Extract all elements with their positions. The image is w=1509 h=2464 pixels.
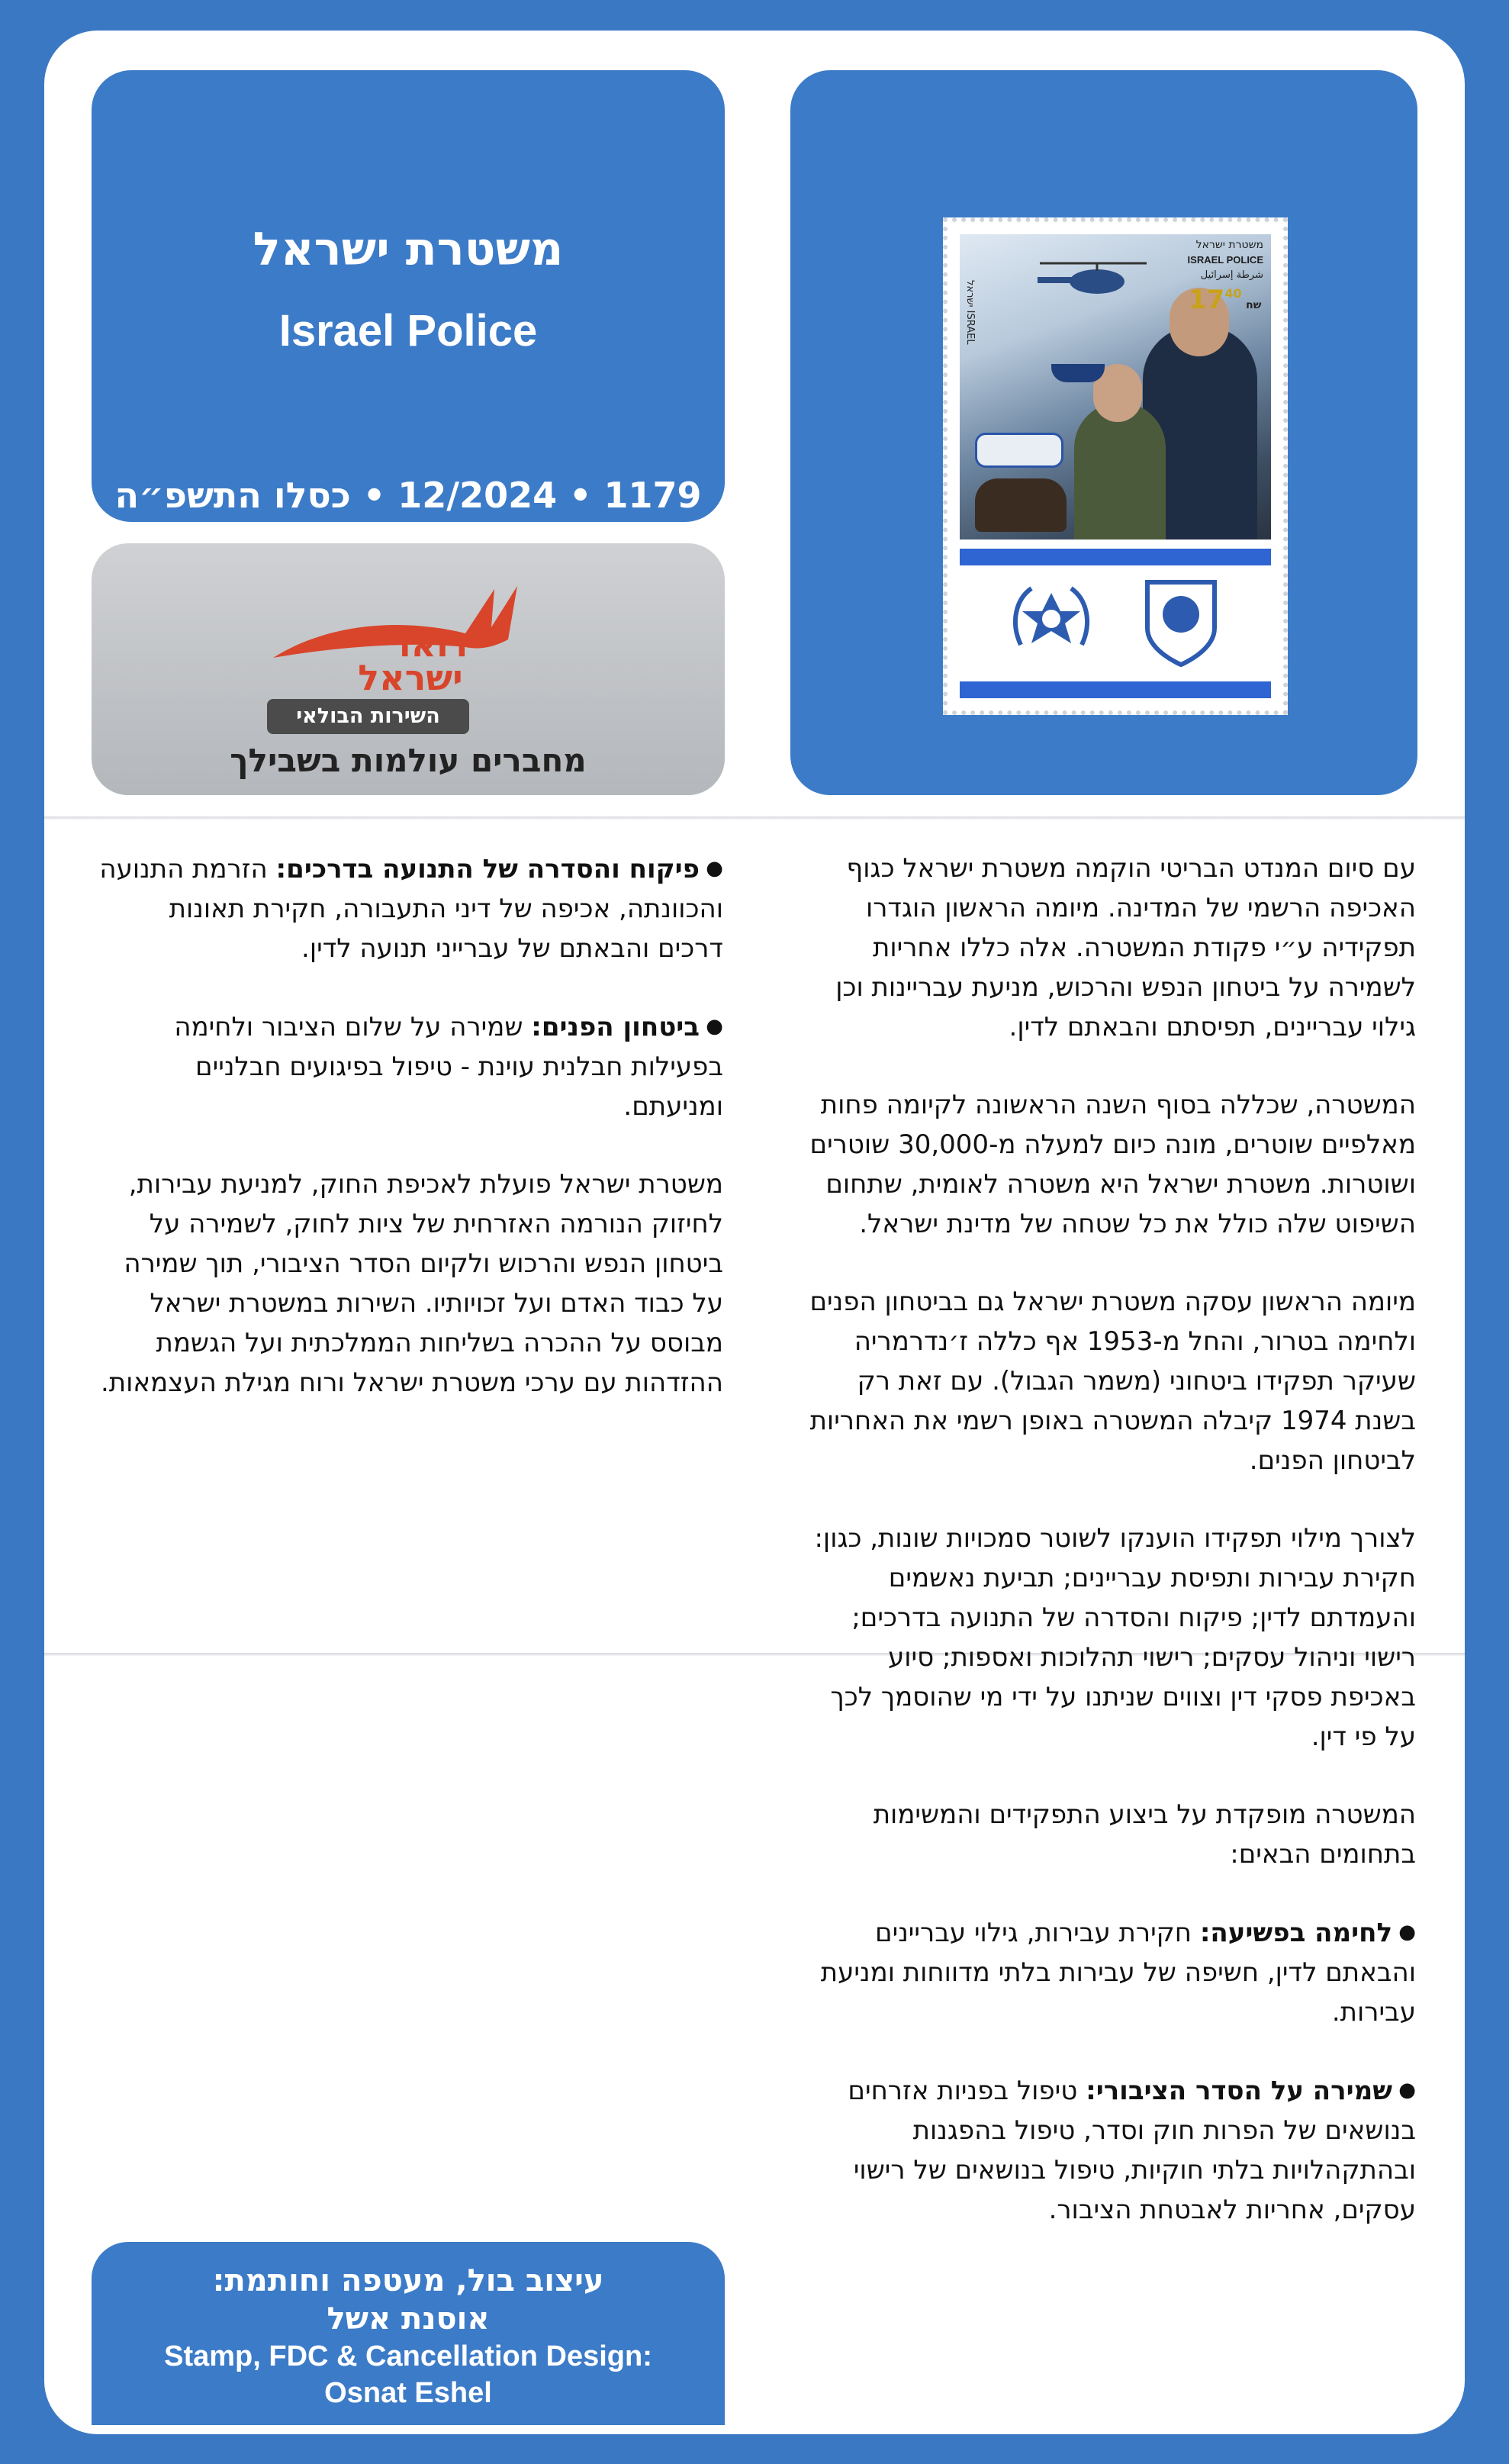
stamp-country: ישראל ISRAEL [964, 280, 976, 345]
credit-en-line2: Osnat Eshel [324, 2377, 492, 2409]
credit-he-line1: עיצוב בול, מעטפה וחותמת: [212, 2263, 604, 2298]
fold-line-top [44, 817, 1465, 820]
patrol-car [975, 433, 1063, 468]
border-police-officer-figure [1074, 402, 1166, 540]
title-hebrew: משטרת ישראל [253, 223, 564, 276]
flag-stripe-top [960, 549, 1271, 565]
left-text-column [98, 849, 723, 1441]
stamp-tab [960, 547, 1271, 698]
bullet-heading: לחימה בפשיעה: [1199, 1918, 1393, 1948]
stamp-value [1189, 285, 1261, 315]
issue-line: 1179 • 12/2024 • כסלו התשפ״ה [114, 475, 702, 516]
right-paragraph: המשטרה מופקדת על ביצוע התפקידים והמשימות בתחומים הבאים: [873, 1799, 1416, 1870]
right-text-column [806, 849, 1416, 2268]
stamp-name-he: משטרת ישראל [1195, 239, 1263, 251]
bullet-body: טיפול בפניות אזרחים בנושאים של הפרות חוק וסדר, טיפול בהפגנות ובהתקהלויות בלתי חוקיות, טיפול בנושאים של רישוי עסקים, אחריות לאבטחת הציבור. [848, 2076, 1416, 2225]
israel-post-logo-icon [265, 574, 555, 704]
bullet-heading: ביטחון הפנים: [531, 1012, 700, 1042]
border-police-emblem-icon [1135, 575, 1227, 669]
left-bullet-internal-security [98, 1007, 723, 1126]
mounted-police [975, 478, 1067, 532]
post-logo-line2: ישראל [358, 657, 463, 698]
right-paragraph: מיומה הראשון עסקה משטרת ישראל גם בביטחון הפנים ולחימה בטרור, והחל מ-1953 אף כללה ז׳נדרמריה שעיקר תפקידו ביטחוני (משמר הגבול). עם זאת רק בשנת 1974 קיבלה המשטרה באופן רשמי את האחריות לביטחון הפנים. [809, 1287, 1416, 1476]
bullet-heading: שמירה על הסדר הציבורי: [1086, 2076, 1393, 2106]
stamp [943, 217, 1288, 715]
philatelic-service-banner: השירות הבולאי [267, 699, 469, 734]
right-paragraph: המשטרה, שכללה בסוף השנה הראשונה לקיומה פחות מאלפיים שוטרים, מונה כיום למעלה מ-30,000 שוטרים ושוטרות. משטרת ישראל היא משטרה לאומית, שתחום השיפוט שלה כולל את כל שטחה של מדינת ישראל. [809, 1090, 1416, 1239]
post-logo-line1: דואר [389, 623, 470, 665]
bullet-body: שמירה על שלום הציבור ולחימה בפעילות חבלנית עוינת - טיפול בפיגועים חבלניים ומניעתם. [174, 1012, 723, 1122]
stamp-value-main: 17 [1189, 285, 1225, 315]
credit-he-line2: אוסנת אשל [327, 2301, 490, 2337]
flag-stripe-bottom [960, 681, 1271, 698]
bullet-body: הזרמת התנועה והכוונתה, אכיפה של דיני התעבורה, חקירת תאונות דרכים והבאתם של עברייני תנועה לדין. [99, 854, 723, 964]
left-bullet-traffic [98, 849, 723, 968]
police-emblem-icon [1005, 576, 1097, 668]
stamp-name-en: ISRAEL POLICE [1187, 254, 1263, 266]
credit-en-line1: Stamp, FDC & Cancellation Design: [164, 2340, 652, 2372]
stamp-value-decimal: 40 [1224, 286, 1242, 301]
right-paragraph: עם סיום המנדט הבריטי הוקמה משטרת ישראל כגוף האכיפה הרשמי של המדינה. מיומה הראשון הוגדרו תפקידיה ע״י פקודת המשטרה. אלה כללו אחריות לשמירה על ביטחון הנפש והרכוש, מניעת עבריינות וכן גילוי עבריינים, תפיסתם והבאתם לדין. [835, 853, 1416, 1042]
stamp-currency: שח [1246, 299, 1262, 311]
bulletin-sheet [44, 31, 1465, 2434]
right-bullet-crime [806, 1912, 1416, 2032]
helicopter-icon [1036, 257, 1150, 303]
bullet-heading: פיקוח והסדרה של התנועה בדרכים: [275, 854, 700, 884]
title-panel [92, 70, 725, 522]
title-english: Israel Police [278, 306, 538, 356]
patrol-boat [1051, 364, 1105, 382]
stamp-name-ar: شرطة إسرائيل [1200, 269, 1263, 281]
post-tagline: מחברים עולמות בשבילך [230, 742, 587, 779]
right-bullet-public-order [806, 2070, 1416, 2230]
right-paragraph: לצורך מילוי תפקידו הוענקו לשוטר סמכויות שונות, כגון: חקירת עבירות ותפיסת עבריינים; תביעת נאשמים והעמדתם לדין; פיקוח והסדרה של התנועה בדרכים; רישוי וניהול עסקים; רישוי תהלוכות ואספות; סיוע באכיפת פסקי דין וצווים שניתנו על ידי מי שהוסמך לכך על פי דין. [814, 1523, 1416, 1752]
bullet-body: חקירת עבירות, גילוי עבריינים והבאתם לדין, חשיפה של עבירות בלתי מדווחות ומניעת עבירות. [820, 1918, 1416, 2028]
design-credits-panel [92, 2242, 725, 2425]
left-paragraph: משטרת ישראל פועלת לאכיפת החוק, למניעת עבירות, לחיזוק הנורמה האזרחית של ציות לחוק, לשמירה על ביטחון הנפש והרכוש ולקיום הסדר הציבורי, תוך שמירה על כבוד האדם ועל זכויותיו. השירות במשטרת ישראל מבוסס על ההכרה בשליחות הממלכתית ועל הגשמת ההזדהות עם ערכי משטרת ישראל ורוח מגילת העצמאות. [100, 1169, 723, 1398]
stamp-image [960, 234, 1271, 540]
